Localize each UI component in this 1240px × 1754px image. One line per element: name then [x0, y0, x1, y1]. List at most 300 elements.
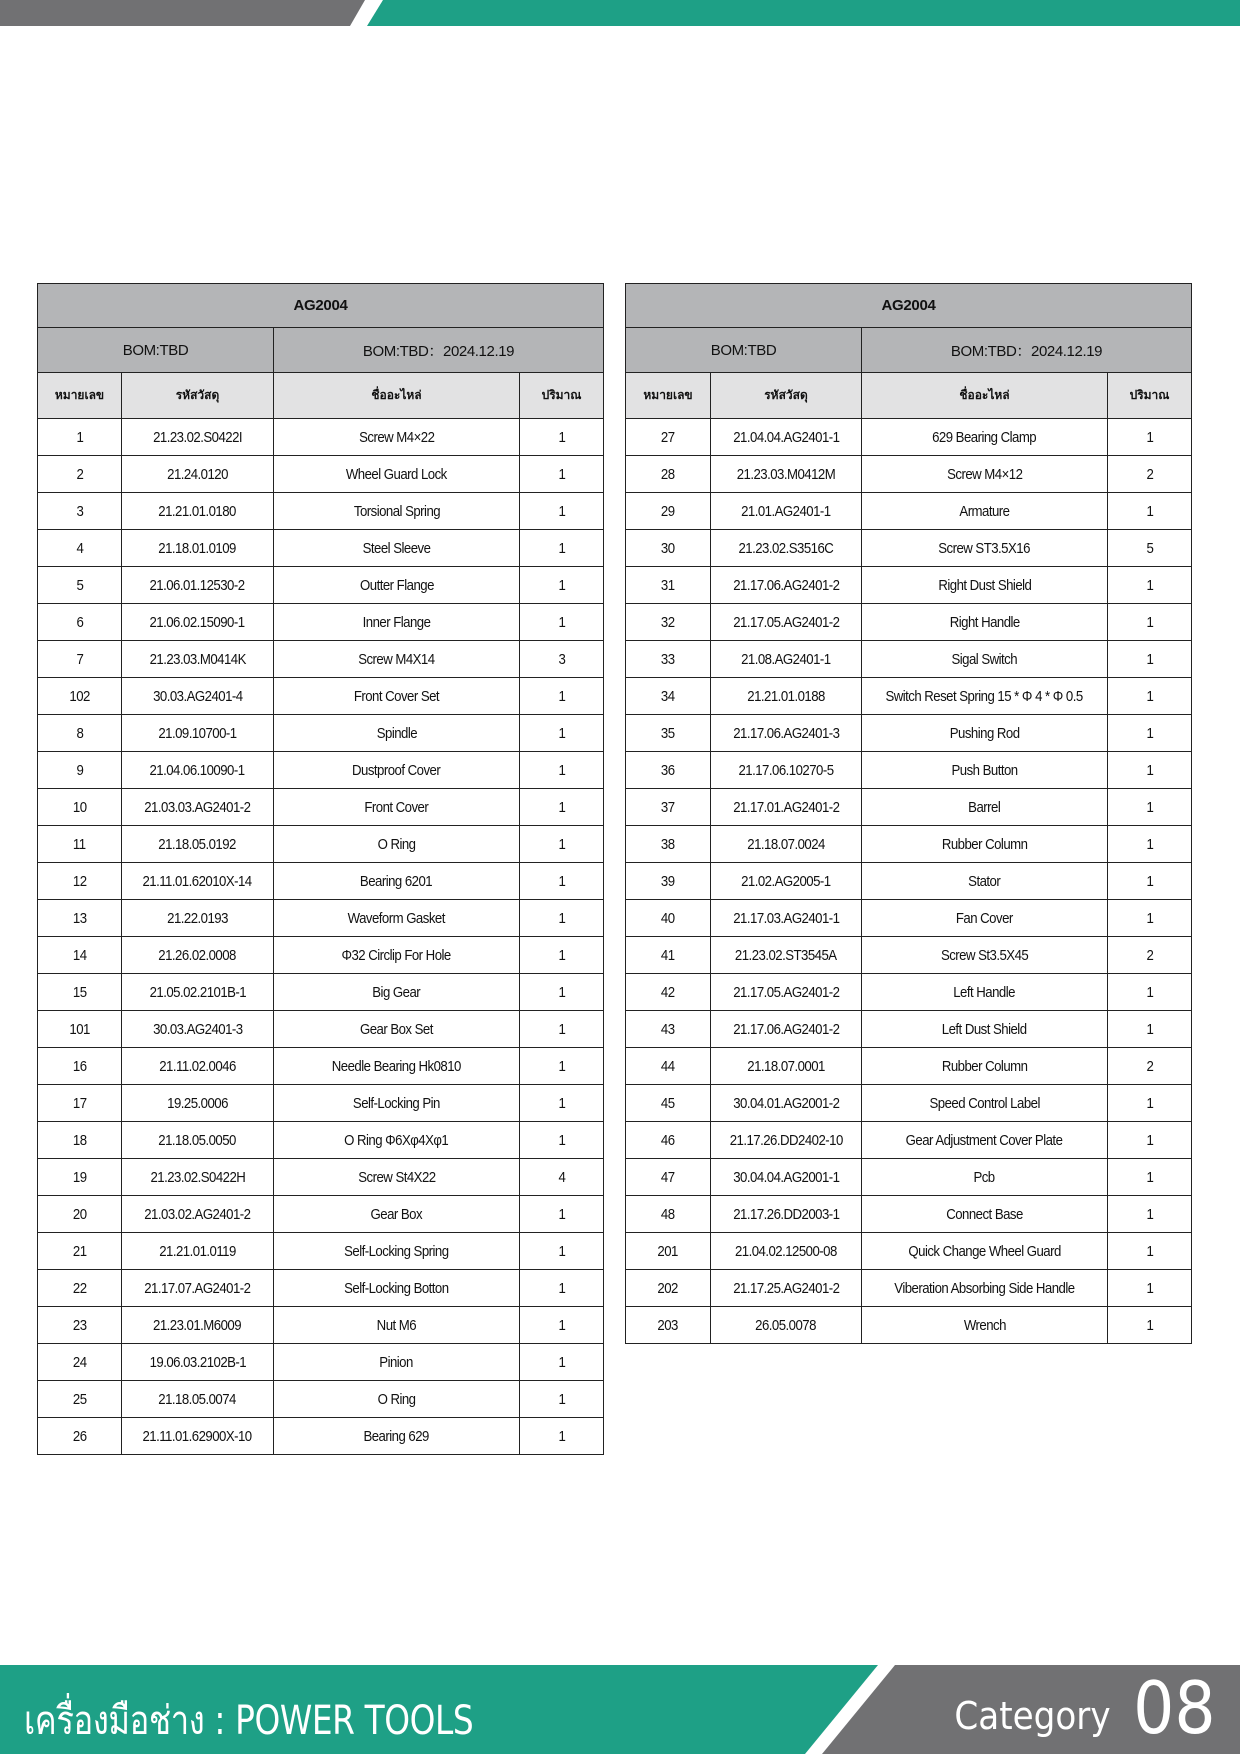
- cell-material-code: [711, 530, 862, 567]
- table-row: [626, 419, 1192, 456]
- cell-part-name: [862, 826, 1108, 863]
- table-row: [38, 1418, 604, 1455]
- cell-part-name-text: Bearing 629: [363, 1427, 430, 1445]
- cell-quantity: [520, 1048, 604, 1085]
- table-row: [626, 1085, 1192, 1122]
- cell-quantity-text: 2: [1146, 465, 1153, 483]
- table-row: [38, 900, 604, 937]
- cell-quantity-text: 5: [1146, 539, 1153, 557]
- cell-number-text: 3: [76, 502, 83, 520]
- cell-material-code: [122, 752, 274, 789]
- cell-material-code-text: 21.17.06.AG2401-3: [732, 724, 840, 742]
- table-row: [38, 530, 604, 567]
- cell-material-code: [122, 826, 274, 863]
- cell-quantity: [520, 863, 604, 900]
- cell-material-code-text: 21.04.02.12500-08: [735, 1242, 837, 1260]
- cell-material-code: [122, 1381, 274, 1418]
- cell-part-name-text: Gear Adjustment Cover Plate: [906, 1131, 1063, 1149]
- cell-material-code: [711, 1085, 862, 1122]
- cell-part-name: [862, 1085, 1108, 1122]
- cell-quantity-text: 1: [558, 428, 565, 446]
- table-row: [626, 641, 1192, 678]
- cell-part-name-text: Self-Locking Botton: [344, 1279, 449, 1297]
- cell-part-name: [274, 752, 520, 789]
- cell-quantity-text: 2: [1146, 1057, 1153, 1075]
- cell-part-name: [274, 789, 520, 826]
- table-row: [626, 1159, 1192, 1196]
- cell-part-name: [862, 1307, 1108, 1344]
- cell-number: [626, 456, 711, 493]
- cell-part-name: [274, 1048, 520, 1085]
- cell-number-text: 43: [661, 1020, 675, 1038]
- table-row: [38, 1196, 604, 1233]
- cell-part-name: [274, 863, 520, 900]
- cell-quantity-text: 1: [1146, 428, 1153, 446]
- cell-quantity: [520, 1196, 604, 1233]
- cell-part-name-text: Inner Flange: [362, 613, 431, 631]
- cell-quantity: [520, 937, 604, 974]
- cell-quantity-text: 1: [558, 1279, 565, 1297]
- cell-quantity: [1108, 493, 1192, 530]
- cell-quantity: [520, 1307, 604, 1344]
- cell-number-text: 20: [72, 1205, 87, 1223]
- cell-part-name-text: Pushing Rod: [949, 724, 1020, 742]
- footer-title: เครื่องมือช่าง : POWER TOOLS: [24, 1698, 474, 1744]
- cell-part-name: [274, 900, 520, 937]
- cell-number: [626, 863, 711, 900]
- cell-part-name-text: Dustproof Cover: [352, 761, 441, 779]
- cell-quantity-text: 1: [558, 539, 565, 557]
- cell-quantity-text: 1: [558, 909, 565, 927]
- cell-material-code: [122, 863, 274, 900]
- cell-material-code: [711, 678, 862, 715]
- cell-material-code-text: 21.04.06.10090-1: [149, 761, 246, 779]
- cell-material-code-text: 21.11.01.62900X-10: [142, 1427, 253, 1445]
- cell-part-name-text: Stator: [968, 872, 1001, 890]
- table-row: [38, 567, 604, 604]
- bom-label: BOM:TBD: [626, 328, 862, 373]
- cell-number: [626, 752, 711, 789]
- cell-number: [626, 715, 711, 752]
- cell-number-text: 8: [76, 724, 83, 742]
- cell-number: [38, 1418, 122, 1455]
- table-title: AG2004: [38, 284, 604, 328]
- cell-part-name-text: Self-Locking Pin: [353, 1094, 440, 1112]
- cell-quantity: [1108, 1233, 1192, 1270]
- cell-material-code-text: 30.04.01.AG2001-2: [732, 1094, 840, 1112]
- cell-part-name-text: Switch Reset Spring 15 * Φ 4 * Φ 0.5: [885, 687, 1084, 705]
- category-badge: [937, 1666, 1216, 1750]
- table-row: [626, 826, 1192, 863]
- cell-number: [38, 493, 122, 530]
- cell-part-name-text: 629 Bearing Clamp: [932, 428, 1037, 446]
- cell-material-code-text: 21.23.02.S3516C: [738, 539, 834, 557]
- cell-number: [38, 456, 122, 493]
- cell-material-code: [122, 937, 274, 974]
- cell-number-text: 2: [76, 465, 83, 483]
- table-row: [38, 789, 604, 826]
- cell-part-name: [274, 419, 520, 456]
- cell-part-name-text: Speed Control Label: [929, 1094, 1040, 1112]
- cell-material-code: [122, 493, 274, 530]
- cell-number-text: 24: [72, 1353, 87, 1371]
- cell-quantity-text: 1: [558, 983, 565, 1001]
- table-row: [38, 456, 604, 493]
- cell-quantity-text: 1: [558, 946, 565, 964]
- cell-number-text: 40: [661, 909, 675, 927]
- cell-part-name: [862, 1011, 1108, 1048]
- cell-number-text: 6: [76, 613, 83, 631]
- cell-material-code-text: 21.17.06.AG2401-2: [732, 1020, 840, 1038]
- cell-number: [626, 1085, 711, 1122]
- cell-material-code: [122, 974, 274, 1011]
- table-row: [38, 1233, 604, 1270]
- cell-material-code: [122, 1233, 274, 1270]
- cell-number-text: 12: [72, 872, 87, 890]
- cell-material-code-text: 21.23.03.M0414K: [149, 650, 246, 668]
- cell-material-code: [122, 530, 274, 567]
- column-header-material-code: รหัสวัสดุ: [122, 373, 274, 419]
- cell-material-code-text: 21.08.AG2401-1: [741, 650, 831, 668]
- table-body: [38, 419, 604, 1455]
- cell-number-text: 102: [69, 687, 90, 705]
- cell-number-text: 19: [72, 1168, 87, 1186]
- cell-quantity: [520, 1381, 604, 1418]
- cell-part-name: [274, 1270, 520, 1307]
- cell-material-code: [122, 604, 274, 641]
- cell-number: [38, 1159, 122, 1196]
- column-header-quantity: ปริมาณ: [520, 373, 604, 419]
- cell-quantity: [1108, 1048, 1192, 1085]
- cell-material-code-text: 21.17.01.AG2401-2: [732, 798, 840, 816]
- cell-quantity: [1108, 456, 1192, 493]
- cell-quantity: [520, 530, 604, 567]
- cell-quantity: [520, 1270, 604, 1307]
- cell-part-name: [862, 530, 1108, 567]
- cell-quantity: [1108, 937, 1192, 974]
- cell-quantity-text: 3: [558, 650, 565, 668]
- table-row: [626, 493, 1192, 530]
- cell-material-code-text: 21.04.04.AG2401-1: [732, 428, 840, 446]
- cell-quantity: [1108, 826, 1192, 863]
- cell-quantity-text: 1: [1146, 872, 1153, 890]
- cell-material-code: [711, 456, 862, 493]
- cell-part-name: [274, 1196, 520, 1233]
- cell-part-name-text: Screw St3.5X45: [940, 946, 1029, 964]
- cell-part-name-text: Pcb: [973, 1168, 996, 1186]
- cell-material-code-text: 30.04.04.AG2001-1: [732, 1168, 840, 1186]
- cell-material-code-text: 21.23.01.M6009: [153, 1316, 242, 1334]
- cell-quantity-text: 2: [1146, 946, 1153, 964]
- cell-quantity: [1108, 863, 1192, 900]
- cell-number: [38, 530, 122, 567]
- cell-material-code-text: 19.25.0006: [167, 1094, 228, 1112]
- cell-part-name: [274, 1159, 520, 1196]
- cell-number-text: 37: [661, 798, 675, 816]
- cell-number-text: 35: [661, 724, 675, 742]
- cell-material-code-text: 26.05.0078: [755, 1316, 817, 1334]
- cell-number-text: 4: [76, 539, 83, 557]
- table-row: [38, 937, 604, 974]
- cell-part-name: [274, 493, 520, 530]
- cell-number-text: 203: [657, 1316, 679, 1334]
- table-row: [38, 1381, 604, 1418]
- cell-material-code: [122, 1085, 274, 1122]
- cell-quantity: [1108, 530, 1192, 567]
- cell-part-name-text: Self-Locking Spring: [344, 1242, 449, 1260]
- cell-part-name: [862, 1159, 1108, 1196]
- cell-part-name: [274, 1344, 520, 1381]
- cell-part-name-text: Left Handle: [953, 983, 1016, 1001]
- cell-material-code-text: 21.18.05.0192: [158, 835, 237, 853]
- cell-number-text: 39: [661, 872, 675, 890]
- cell-number-text: 18: [72, 1131, 87, 1149]
- table-row: [626, 974, 1192, 1011]
- cell-quantity: [520, 715, 604, 752]
- cell-material-code-text: 21.23.02.S0422I: [153, 428, 242, 446]
- cell-number: [38, 937, 122, 974]
- cell-quantity: [520, 900, 604, 937]
- cell-part-name-text: Gear Box Set: [360, 1020, 433, 1038]
- cell-number: [626, 419, 711, 456]
- table-title: AG2004: [626, 284, 1192, 328]
- cell-part-name-text: Torsional Spring: [353, 502, 440, 520]
- cell-number: [626, 937, 711, 974]
- cell-part-name-text: Screw M4X14: [358, 650, 435, 668]
- cell-part-name-text: Screw St4X22: [357, 1168, 436, 1186]
- cell-part-name-text: Steel Sleeve: [362, 539, 431, 557]
- cell-part-name: [274, 1233, 520, 1270]
- cell-quantity: [1108, 789, 1192, 826]
- cell-quantity: [520, 1085, 604, 1122]
- cell-material-code: [122, 641, 274, 678]
- cell-number-text: 22: [72, 1279, 87, 1297]
- cell-material-code-text: 21.23.02.S0422H: [150, 1168, 245, 1186]
- cell-number-text: 202: [657, 1279, 679, 1297]
- cell-material-code-text: 21.17.25.AG2401-2: [732, 1279, 840, 1297]
- cell-number: [38, 789, 122, 826]
- cell-material-code: [711, 1233, 862, 1270]
- bom-table-right: [625, 283, 1192, 1344]
- cell-material-code: [711, 900, 862, 937]
- cell-part-name: [862, 715, 1108, 752]
- cell-part-name-text: Gear Box: [370, 1205, 423, 1223]
- cell-part-name-text: Big Gear: [372, 983, 421, 1001]
- cell-number-text: 23: [72, 1316, 87, 1334]
- cell-part-name-text: Front Cover Set: [353, 687, 440, 705]
- cell-part-name: [274, 937, 520, 974]
- cell-quantity-text: 1: [1146, 576, 1153, 594]
- cell-quantity-text: 1: [558, 798, 565, 816]
- column-header-number: หมายเลข: [38, 373, 122, 419]
- category-label: Category: [954, 1694, 1111, 1738]
- cell-quantity-text: 1: [558, 1242, 565, 1260]
- cell-quantity-text: 1: [1146, 613, 1153, 631]
- table-row: [38, 1307, 604, 1344]
- cell-part-name: [862, 974, 1108, 1011]
- cell-part-name: [274, 1307, 520, 1344]
- cell-material-code-text: 21.03.03.AG2401-2: [144, 798, 251, 816]
- cell-material-code: [711, 974, 862, 1011]
- cell-quantity: [520, 1011, 604, 1048]
- cell-material-code: [122, 456, 274, 493]
- top-band-grey: [0, 0, 365, 26]
- cell-part-name-text: Fan Cover: [956, 909, 1013, 927]
- cell-material-code-text: 21.18.01.0109: [158, 539, 237, 557]
- cell-material-code-text: 21.17.05.AG2401-2: [732, 613, 840, 631]
- cell-material-code: [711, 1011, 862, 1048]
- cell-material-code-text: 21.03.02.AG2401-2: [144, 1205, 251, 1223]
- cell-number-text: 44: [661, 1057, 675, 1075]
- cell-part-name-text: Screw M4×12: [946, 465, 1023, 483]
- cell-number: [38, 1048, 122, 1085]
- cell-number-text: 32: [661, 613, 675, 631]
- cell-material-code-text: 21.02.AG2005-1: [741, 872, 831, 890]
- table-row: [38, 1122, 604, 1159]
- cell-part-name-text: Viberation Absorbing Side Handle: [894, 1279, 1075, 1297]
- table-row: [626, 752, 1192, 789]
- cell-number: [626, 1122, 711, 1159]
- cell-part-name: [274, 1381, 520, 1418]
- cell-material-code: [711, 1122, 862, 1159]
- table-row: [38, 1011, 604, 1048]
- cell-number-text: 42: [661, 983, 675, 1001]
- cell-number: [38, 1233, 122, 1270]
- cell-material-code: [711, 1048, 862, 1085]
- cell-part-name: [862, 493, 1108, 530]
- cell-number-text: 201: [657, 1242, 679, 1260]
- cell-material-code-text: 21.06.02.15090-1: [149, 613, 246, 631]
- cell-part-name-text: Nut M6: [376, 1316, 417, 1334]
- cell-number: [38, 715, 122, 752]
- cell-part-name-text: Push Button: [951, 761, 1018, 779]
- cell-part-name: [274, 641, 520, 678]
- cell-number-text: 9: [76, 761, 83, 779]
- cell-number: [626, 1196, 711, 1233]
- cell-material-code-text: 21.17.26.DD2003-1: [732, 1205, 840, 1223]
- cell-part-name: [274, 826, 520, 863]
- cell-number: [38, 974, 122, 1011]
- cell-quantity-text: 1: [558, 1427, 565, 1445]
- cell-number: [626, 900, 711, 937]
- cell-part-name: [862, 567, 1108, 604]
- cell-quantity-text: 1: [558, 1390, 565, 1408]
- cell-material-code-text: 21.21.01.0180: [158, 502, 237, 520]
- cell-material-code: [711, 641, 862, 678]
- table-body: [626, 419, 1192, 1344]
- cell-number-text: 27: [661, 428, 675, 446]
- bom-table-left: [37, 283, 604, 1455]
- cell-part-name-text: Pinion: [379, 1353, 414, 1371]
- cell-part-name-text: O Ring: [377, 1390, 416, 1408]
- cell-quantity: [520, 789, 604, 826]
- cell-quantity-text: 1: [1146, 1205, 1153, 1223]
- cell-quantity-text: 1: [558, 1094, 565, 1112]
- cell-material-code: [711, 752, 862, 789]
- column-header-part-name: ชื่ออะไหล่: [862, 373, 1108, 419]
- table-row: [38, 678, 604, 715]
- column-header-quantity: ปริมาณ: [1108, 373, 1192, 419]
- cell-quantity-text: 1: [558, 872, 565, 890]
- cell-quantity: [520, 1159, 604, 1196]
- cell-number-text: 15: [72, 983, 87, 1001]
- cell-quantity-text: 1: [558, 465, 565, 483]
- cell-quantity: [520, 826, 604, 863]
- cell-material-code-text: 21.01.AG2401-1: [741, 502, 831, 520]
- cell-material-code-text: 30.03.AG2401-4: [152, 687, 243, 705]
- cell-part-name: [862, 604, 1108, 641]
- cell-part-name: [862, 900, 1108, 937]
- cell-number-text: 13: [72, 909, 87, 927]
- cell-number: [626, 1307, 711, 1344]
- cell-number-text: 21: [72, 1242, 87, 1260]
- cell-part-name-text: O Ring Φ6Xφ4Xφ1: [344, 1131, 449, 1149]
- table-row: [38, 1270, 604, 1307]
- cell-material-code: [122, 900, 274, 937]
- cell-number: [38, 1381, 122, 1418]
- cell-quantity: [1108, 604, 1192, 641]
- cell-part-name-text: Spindle: [376, 724, 417, 742]
- table-row: [38, 1159, 604, 1196]
- cell-quantity: [1108, 974, 1192, 1011]
- table-row: [626, 1048, 1192, 1085]
- cell-number-text: 1: [76, 428, 83, 446]
- cell-quantity: [520, 1233, 604, 1270]
- cell-quantity: [520, 493, 604, 530]
- cell-part-name-text: Right Handle: [949, 613, 1020, 631]
- cell-part-name-text: Front Cover: [364, 798, 429, 816]
- cell-quantity-text: 1: [558, 687, 565, 705]
- table-row: [38, 715, 604, 752]
- cell-part-name: [862, 1233, 1108, 1270]
- cell-quantity: [1108, 1159, 1192, 1196]
- cell-number: [38, 826, 122, 863]
- cell-part-name-text: Bearing 6201: [360, 872, 433, 890]
- cell-number: [38, 1085, 122, 1122]
- cell-number: [626, 974, 711, 1011]
- cell-material-code: [711, 863, 862, 900]
- cell-part-name: [274, 604, 520, 641]
- cell-number-text: 10: [72, 798, 87, 816]
- cell-part-name: [862, 1122, 1108, 1159]
- cell-quantity: [520, 1418, 604, 1455]
- cell-part-name: [274, 678, 520, 715]
- cell-number: [626, 530, 711, 567]
- table-row: [38, 604, 604, 641]
- cell-part-name: [862, 1270, 1108, 1307]
- cell-material-code: [122, 1344, 274, 1381]
- cell-quantity: [520, 604, 604, 641]
- cell-quantity: [520, 1122, 604, 1159]
- cell-quantity-text: 1: [1146, 1020, 1153, 1038]
- cell-number: [38, 1011, 122, 1048]
- table-row: [626, 567, 1192, 604]
- cell-number-text: 11: [73, 835, 86, 853]
- cell-part-name: [274, 1418, 520, 1455]
- cell-material-code-text: 21.22.0193: [167, 909, 228, 927]
- table-row: [626, 678, 1192, 715]
- cell-quantity: [520, 641, 604, 678]
- cell-number: [38, 604, 122, 641]
- table-row: [626, 1270, 1192, 1307]
- cell-quantity-text: 1: [1146, 983, 1153, 1001]
- cell-quantity-text: 1: [1146, 724, 1153, 742]
- column-header-material-code: รหัสวัสดุ: [711, 373, 862, 419]
- cell-quantity-text: 1: [1146, 650, 1153, 668]
- cell-quantity: [1108, 1122, 1192, 1159]
- cell-material-code: [122, 715, 274, 752]
- cell-quantity: [1108, 1011, 1192, 1048]
